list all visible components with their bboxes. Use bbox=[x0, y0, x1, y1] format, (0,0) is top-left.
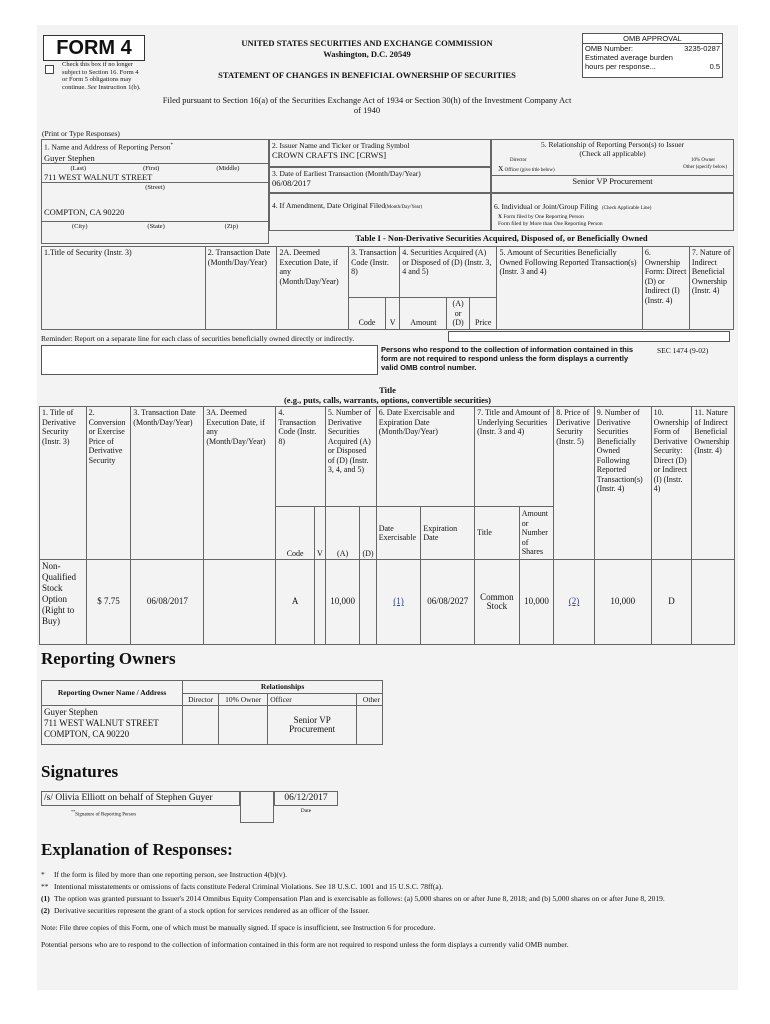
box4-amendment bbox=[269, 193, 491, 231]
t1-v: V bbox=[385, 298, 399, 330]
t2-date-exercisable: Date Exercisable bbox=[376, 507, 421, 560]
box5-relationship bbox=[491, 139, 734, 193]
street-value: 711 WEST WALNUT STREET bbox=[44, 172, 153, 182]
checkbox-text: Check this box if no longer subject to Section 16. Form 4 or Form 5 obligations may continue. See Instruction 1(b). bbox=[62, 61, 141, 91]
omb-approval-box bbox=[582, 33, 723, 78]
owner-street: 711 WEST WALNUT STREET bbox=[44, 718, 159, 728]
t2-h7: 7. Title and Amount of Underlying Securities (Instr. 3 and 4) bbox=[475, 407, 554, 507]
owner-city: COMPTON, CA 90220 bbox=[44, 729, 130, 739]
omb-hours: 0.5 bbox=[709, 62, 720, 71]
t2-title: Title bbox=[475, 507, 520, 560]
box4-small: (Month/Day/Year) bbox=[385, 205, 423, 210]
t1-h7: 7. Nature of Indirect Beneficial Ownership (Instr. 4) bbox=[689, 247, 733, 330]
more-persons-option[interactable]: Form filed by More than One Reporting Person bbox=[498, 221, 603, 227]
t2-a: (A) bbox=[325, 507, 359, 560]
blank-box bbox=[41, 345, 378, 375]
reporting-person-name: Guyer Stephen bbox=[44, 152, 95, 163]
t2-h1: 1. Title of Derivative Security (Instr. 3) bbox=[40, 407, 87, 560]
officer-mark: X bbox=[498, 164, 504, 173]
t2-h5: 5. Number of Derivative Securities Acquired (A) or Disposed of (D) (Instr. 3, 4, and 5) bbox=[325, 407, 376, 507]
box2-issuer bbox=[269, 139, 491, 167]
row-ownership-form: D bbox=[651, 560, 692, 645]
t2-h3a: 3A. Deemed Execution Date, if any (Month/Day/Year) bbox=[204, 407, 276, 560]
t2-h11: 11. Nature of Indirect Beneficial Ownership (Instr. 4) bbox=[692, 407, 735, 560]
owner-ten-pct-header: 10% Owner bbox=[219, 693, 268, 706]
box1-label: 1. Name and Address of Reporting Person bbox=[44, 142, 171, 152]
omb-number-label: OMB Number: bbox=[585, 44, 633, 53]
row-expiration: 06/08/2027 bbox=[421, 560, 475, 645]
agency-name: UNITED STATES SECURITIES AND EXCHANGE COMMISSION bbox=[241, 38, 493, 48]
issuer-name: CROWN CRAFTS INC [CRWS] bbox=[272, 150, 387, 160]
table2 bbox=[39, 406, 735, 645]
other-option[interactable]: Other (specify below) bbox=[683, 165, 727, 170]
owner-other-header: Other bbox=[357, 693, 383, 706]
t2-h8: 8. Price of Derivative Security (Instr. 5) bbox=[554, 407, 595, 560]
omb-number: 3235-0287 bbox=[684, 44, 720, 53]
state-label: (State) bbox=[147, 222, 165, 230]
owner-officer: Senior VP Procurement bbox=[268, 706, 357, 745]
t2-h9: 9. Number of Derivative Securities Beneficially Owned Following Reported Transaction(s) (Instr. 4) bbox=[594, 407, 651, 560]
t1-h2: 2. Transaction Date (Month/Day/Year) bbox=[205, 247, 277, 330]
box5-label: 5. Relationship of Reporting Person(s) to Issuer bbox=[540, 140, 685, 149]
t2-h2: 2. Conversion or Exercise Price of Derivative Security bbox=[86, 407, 131, 560]
zip-label: (Zip) bbox=[224, 222, 239, 230]
owner-director-header: Director bbox=[183, 693, 219, 706]
box6-label: 6. Individual or Joint/Group Filing bbox=[494, 202, 598, 211]
reporting-owners-heading: Reporting Owners bbox=[41, 649, 176, 668]
box5-sub: (Check all applicable) bbox=[579, 149, 646, 158]
first-label: (First) bbox=[143, 164, 160, 172]
t2-h4: 4. Transaction Code (Instr. 8) bbox=[276, 407, 325, 507]
omb-burden: Estimated average burden bbox=[585, 53, 673, 62]
owner-director bbox=[183, 706, 219, 745]
t2-expiration: Expiration Date bbox=[421, 507, 475, 560]
officer-title: Senior VP Procurement bbox=[492, 175, 733, 186]
statement-title: STATEMENT OF CHANGES IN BENEFICIAL OWNERSHIP OF SECURITIES bbox=[218, 70, 516, 80]
signature-label: Signature of Reporting Person bbox=[75, 812, 136, 818]
persons-notice: Persons who respond to the collection of information contained in this form are not required to respond unless the form displays a currently valid OMB control number. bbox=[381, 345, 634, 372]
sec-code: SEC 1474 (9-02) bbox=[657, 346, 709, 355]
footnote-1: The option was granted pursuant to Issuer's 2014 Omnibus Equity Compensation Plan and is exercisable as follows: (a) 5,000 shares on or after June 8, 2018; and (b) 5,000 shares on or after June 8, 2019. bbox=[54, 894, 665, 903]
box2-label: 2. Issuer Name and Ticker or Trading Symbol bbox=[272, 141, 410, 150]
explanation-list bbox=[41, 870, 731, 949]
row-disposed bbox=[360, 560, 376, 645]
t2-h3: 3. Transaction Date (Month/Day/Year) bbox=[131, 407, 204, 560]
officer-text: Officer (give title below) bbox=[504, 168, 555, 173]
owner-name: Guyer Stephen bbox=[44, 707, 98, 717]
city-label: (City) bbox=[71, 222, 88, 230]
potential-persons: Potential persons who are to respond to the collection of information contained in this form are not required to respond unless the form displays a currently valid OMB number. bbox=[41, 940, 569, 949]
row-acquired: 10,000 bbox=[325, 560, 359, 645]
explanation-heading: Explanation of Responses: bbox=[41, 840, 233, 859]
director-option[interactable]: Director bbox=[510, 158, 527, 163]
table1-title: Table I - Non-Derivative Securities Acquired, Disposed of, or Beneficially Owned bbox=[355, 233, 648, 243]
t1-code: Code bbox=[349, 298, 386, 330]
table-row bbox=[40, 560, 735, 645]
relationships-header: Relationships bbox=[183, 681, 383, 694]
one-person-option[interactable]: X Form filed by One Reporting Person bbox=[498, 214, 584, 220]
owner-name-header: Reporting Owner Name / Address bbox=[42, 681, 183, 706]
owner-other bbox=[357, 706, 383, 745]
t1-h6: 6. Ownership Form: Direct (D) or Indirect (I) (Instr. 4) bbox=[642, 247, 689, 330]
footnote-1-mark: (1) bbox=[41, 894, 50, 903]
note-1: If the form is filed by more than one reporting person, see Instruction 4(b)(v). bbox=[54, 870, 288, 879]
signatures-heading: Signatures bbox=[41, 762, 119, 781]
owner-officer-header: Officer bbox=[268, 693, 357, 706]
box6-filing bbox=[491, 193, 734, 231]
date-label: Date bbox=[300, 808, 312, 814]
footnote-1-link[interactable]: (1) bbox=[393, 596, 404, 607]
box6-small: (Check Applicable Line) bbox=[601, 206, 652, 211]
note-2-mark: ** bbox=[41, 882, 49, 891]
table1 bbox=[41, 246, 734, 330]
row-code: A bbox=[276, 560, 315, 645]
row-transaction-date: 06/08/2017 bbox=[131, 560, 204, 645]
footnote-2-link[interactable]: (2) bbox=[568, 596, 580, 607]
t2-h10: 10. Ownership Form of Derivative Security: Direct (D) or Indirect (I) (Instr. 4) bbox=[651, 407, 692, 560]
t1-h4: 4. Securities Acquired (A) or Disposed of (D) (Instr. 3, 4 and 5) bbox=[400, 247, 497, 298]
box3-label: 3. Date of Earliest Transaction (Month/Day/Year) bbox=[272, 169, 421, 178]
footnote-2-mark: (2) bbox=[41, 906, 50, 915]
row-deemed-date bbox=[204, 560, 276, 645]
note-1-mark: * bbox=[41, 870, 45, 879]
agency-city: Washington, D.C. 20549 bbox=[323, 49, 411, 59]
t2-code: Code bbox=[276, 507, 315, 560]
ten-pct-option[interactable]: 10% Owner bbox=[690, 158, 715, 163]
box3-earliest-date bbox=[269, 167, 491, 193]
omb-title: OMB APPROVAL bbox=[583, 34, 722, 44]
no-longer-subject-checkbox[interactable] bbox=[45, 61, 54, 79]
reminder-box bbox=[448, 331, 730, 342]
last-label: (Last) bbox=[70, 164, 87, 172]
omb-hours-label: hours per response... bbox=[585, 62, 656, 71]
owner-ten-pct bbox=[219, 706, 268, 745]
row-owned: 10,000 bbox=[594, 560, 651, 645]
table-row bbox=[42, 706, 383, 745]
row-underlying-amount: 10,000 bbox=[519, 560, 553, 645]
row-security: Non-Qualified Stock Option (Right to Buy) bbox=[40, 560, 87, 645]
row-nature bbox=[692, 560, 735, 645]
row-v bbox=[314, 560, 325, 645]
row-underlying-title: Common Stock bbox=[475, 560, 520, 645]
table2-subtitle: (e.g., puts, calls, warrants, options, convertible securities) bbox=[283, 395, 492, 405]
form-title: FORM 4 bbox=[56, 37, 132, 59]
form-title-box bbox=[43, 35, 145, 61]
t1-aord: (A) or (D) bbox=[447, 298, 470, 330]
t1-h3: 3. Transaction Code (Instr. 8) bbox=[349, 247, 400, 298]
t2-v: V bbox=[314, 507, 325, 560]
reminder: Reminder: Report on a separate line for each class of securities beneficially owned directly or indirectly. bbox=[41, 334, 355, 343]
t1-price: Price bbox=[469, 298, 497, 330]
t1-h5: 5. Amount of Securities Beneficially Owned Following Reported Transaction(s) (Instr. 3 and 4) bbox=[497, 247, 642, 330]
box1-reporting-person: 1. Name and Address of Reporting Person* Guyer Stephen (Last) (First) (Middle) 711 WEST WALNUT STREET (Street) COMPTON, CA 90220 (City) (State) (Zip) bbox=[41, 139, 269, 244]
earliest-date: 06/08/2017 bbox=[272, 178, 311, 188]
row-conversion-price: $ 7.75 bbox=[86, 560, 131, 645]
t1-h2a: 2A. Deemed Execution Date, if any (Month/Day/Year) bbox=[277, 247, 349, 330]
city-value: COMPTON, CA 90220 bbox=[44, 206, 125, 217]
officer-option[interactable] bbox=[498, 164, 555, 174]
print-type: (Print or Type Responses) bbox=[42, 129, 120, 138]
signature-block: /s/ Olivia Elliott on behalf of Stephen Guyer 06/12/2017 **Signature of Reporting Person Date bbox=[41, 791, 333, 823]
box4-label: 4. If Amendment, Date Original Filed bbox=[272, 201, 386, 210]
reporting-owners-table bbox=[41, 680, 383, 745]
signature-value: /s/ Olivia Elliott on behalf of Stephen Guyer bbox=[44, 793, 213, 803]
footnote-2: Derivative securities represent the grant of a stock option for services rendered as an officer of the Issuer. bbox=[54, 906, 370, 915]
note-copies: Note: File three copies of this Form, one of which must be manually signed. If space is insufficient, see Instruction 6 for procedure. bbox=[41, 923, 436, 932]
t2-d: (D) bbox=[360, 507, 376, 560]
t1-amount: Amount bbox=[400, 298, 447, 330]
form4-page bbox=[37, 25, 738, 990]
t2-amount-shares: Amount or Number of Shares bbox=[519, 507, 553, 560]
note-2: Intentional misstatements or omissions of facts constitute Federal Criminal Violations. See 18 U.S.C. 1001 and 15 U.S.C. 78ff(a). bbox=[54, 882, 444, 891]
middle-label: (Middle) bbox=[216, 164, 240, 172]
street-label: (Street) bbox=[42, 182, 268, 192]
t1-h1: 1.Title of Security (Instr. 3) bbox=[42, 247, 206, 330]
filed-pursuant: Filed pursuant to Section 16(a) of the Securities Exchange Act of 1934 or Section 30(h) of the Investment Company Act of 1940 bbox=[162, 95, 572, 115]
t2-h6: 6. Date Exercisable and Expiration Date (Month/Day/Year) bbox=[376, 407, 474, 507]
table2-title: Title bbox=[379, 385, 396, 395]
signature-date: 06/12/2017 bbox=[284, 793, 328, 803]
